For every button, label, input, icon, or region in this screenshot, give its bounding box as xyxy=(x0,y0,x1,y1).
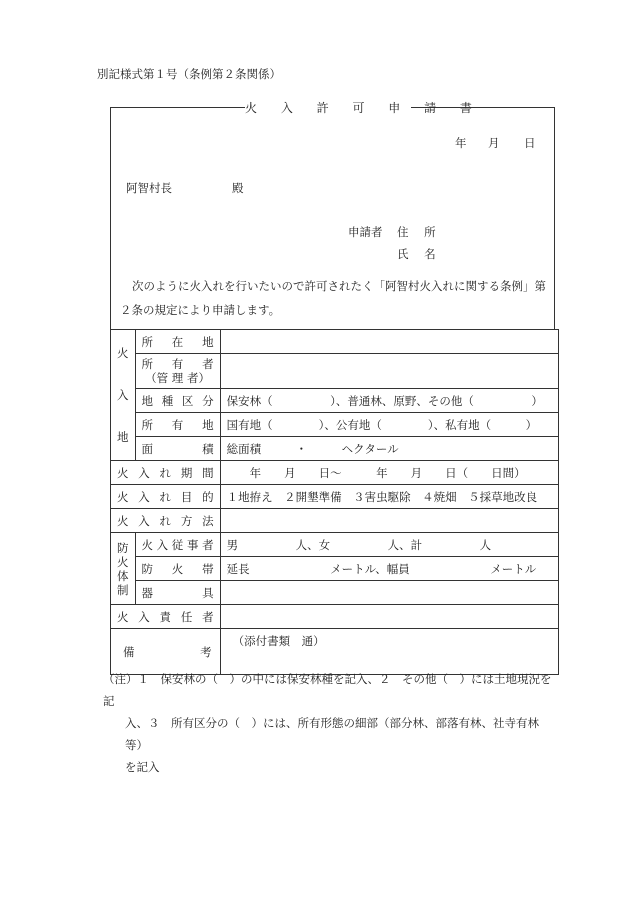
applicant-address-label: 住 所 xyxy=(397,225,442,239)
responsible-label: 火 入 責 任 者 xyxy=(111,605,221,629)
fire-site-char: 火 xyxy=(117,346,129,360)
table-row xyxy=(111,509,559,533)
equipment-label: 器 具 xyxy=(135,581,220,605)
fire-site-char: 地 xyxy=(117,430,129,444)
fire-prevention-char: 防 xyxy=(117,540,129,555)
fire-prevention-char: 体 xyxy=(117,568,129,583)
fire-prevention-char: 火 xyxy=(117,554,129,569)
responsible-value[interactable] xyxy=(220,605,558,629)
location-value[interactable] xyxy=(220,330,558,354)
remarks-label-left: 備 xyxy=(123,644,135,659)
area-label: 面 積 xyxy=(135,437,220,461)
date-month: 月 xyxy=(488,136,500,150)
addressee-honorific: 殿 xyxy=(232,181,244,195)
workers-label: 火 入 従 事 者 xyxy=(135,533,220,557)
fire-prevention-char: 制 xyxy=(117,582,129,597)
application-table xyxy=(110,329,559,675)
date-year: 年 xyxy=(455,136,467,150)
owner-label-line1: 所 有 者 xyxy=(141,357,214,371)
table-row xyxy=(111,354,559,389)
land-type-value[interactable]: 保安林（ ）、普通林、原野、その他（ ） xyxy=(220,389,558,413)
location-label: 所 在 地 xyxy=(135,330,220,354)
purpose-label: 火 入 れ 目 的 xyxy=(111,485,221,509)
owner-label-line2: （管 理 者） xyxy=(145,371,210,385)
workers-value[interactable]: 男 人、女 人、計 人 xyxy=(220,533,558,557)
notes xyxy=(103,668,553,778)
table-row xyxy=(111,581,559,605)
form-id: 別記様式第１号（条例第２条関係） xyxy=(97,67,281,81)
table-row xyxy=(111,557,559,581)
owner-label xyxy=(135,354,220,389)
table-row xyxy=(111,485,559,509)
firebreak-label: 防 火 帯 xyxy=(135,557,220,581)
table-row xyxy=(111,461,559,485)
ownership-label: 所 有 地 xyxy=(135,413,220,437)
purpose-value[interactable]: １地拵え ２開墾準備 ３害虫駆除 ４焼畑 ５採草地改良 xyxy=(220,485,558,509)
equipment-value[interactable] xyxy=(220,581,558,605)
note-line: を記入 xyxy=(125,760,160,774)
note-line: 入、３ 所有区分の（ ）には、所有形態の細部（部分林、部落有林、社寺有林等） xyxy=(125,716,539,752)
method-value[interactable] xyxy=(220,509,558,533)
note-line: （注）１ 保安林の（ ）の中には保安林種を記入、２ その他（ ）には土地現況を記 xyxy=(103,672,552,708)
table-row xyxy=(111,413,559,437)
period-value[interactable]: 年 月 日〜 年 月 日（ 日間） xyxy=(220,461,558,485)
land-type-label: 地 種 区 分 xyxy=(135,389,220,413)
applicant-name-label: 氏 名 xyxy=(397,247,442,261)
addressee-name: 阿智村長 xyxy=(126,181,172,195)
remarks-value[interactable]: （添付書類 通） xyxy=(220,629,558,675)
table-row xyxy=(111,437,559,461)
body-text: 次のように火入れを行いたいので許可されたく「阿智村火入れに関する条例」第２条の規定により申請します。 xyxy=(120,279,546,317)
method-label: 火 入 れ 方 法 xyxy=(111,509,221,533)
fire-site-group xyxy=(111,330,136,461)
remarks-label-right: 考 xyxy=(200,644,212,659)
owner-value[interactable] xyxy=(220,354,558,389)
ownership-value[interactable]: 国有地（ ）、公有地（ ）、私有地（ ） xyxy=(220,413,558,437)
firebreak-value[interactable]: 延長 メートル、幅員 メートル xyxy=(220,557,558,581)
date-day: 日 xyxy=(524,136,536,150)
table-row xyxy=(111,533,559,557)
period-label: 火 入 れ 期 間 xyxy=(111,461,221,485)
table-row xyxy=(111,605,559,629)
fire-site-char: 入 xyxy=(117,388,129,402)
fire-prevention-group xyxy=(111,533,136,605)
table-row xyxy=(111,330,559,354)
table-row xyxy=(111,389,559,413)
form-title: 火 入 許 可 申 請 書 xyxy=(245,101,482,115)
applicant-role: 申請者 xyxy=(348,225,383,239)
area-value[interactable]: 総面積 ・ ヘクタール xyxy=(220,437,558,461)
